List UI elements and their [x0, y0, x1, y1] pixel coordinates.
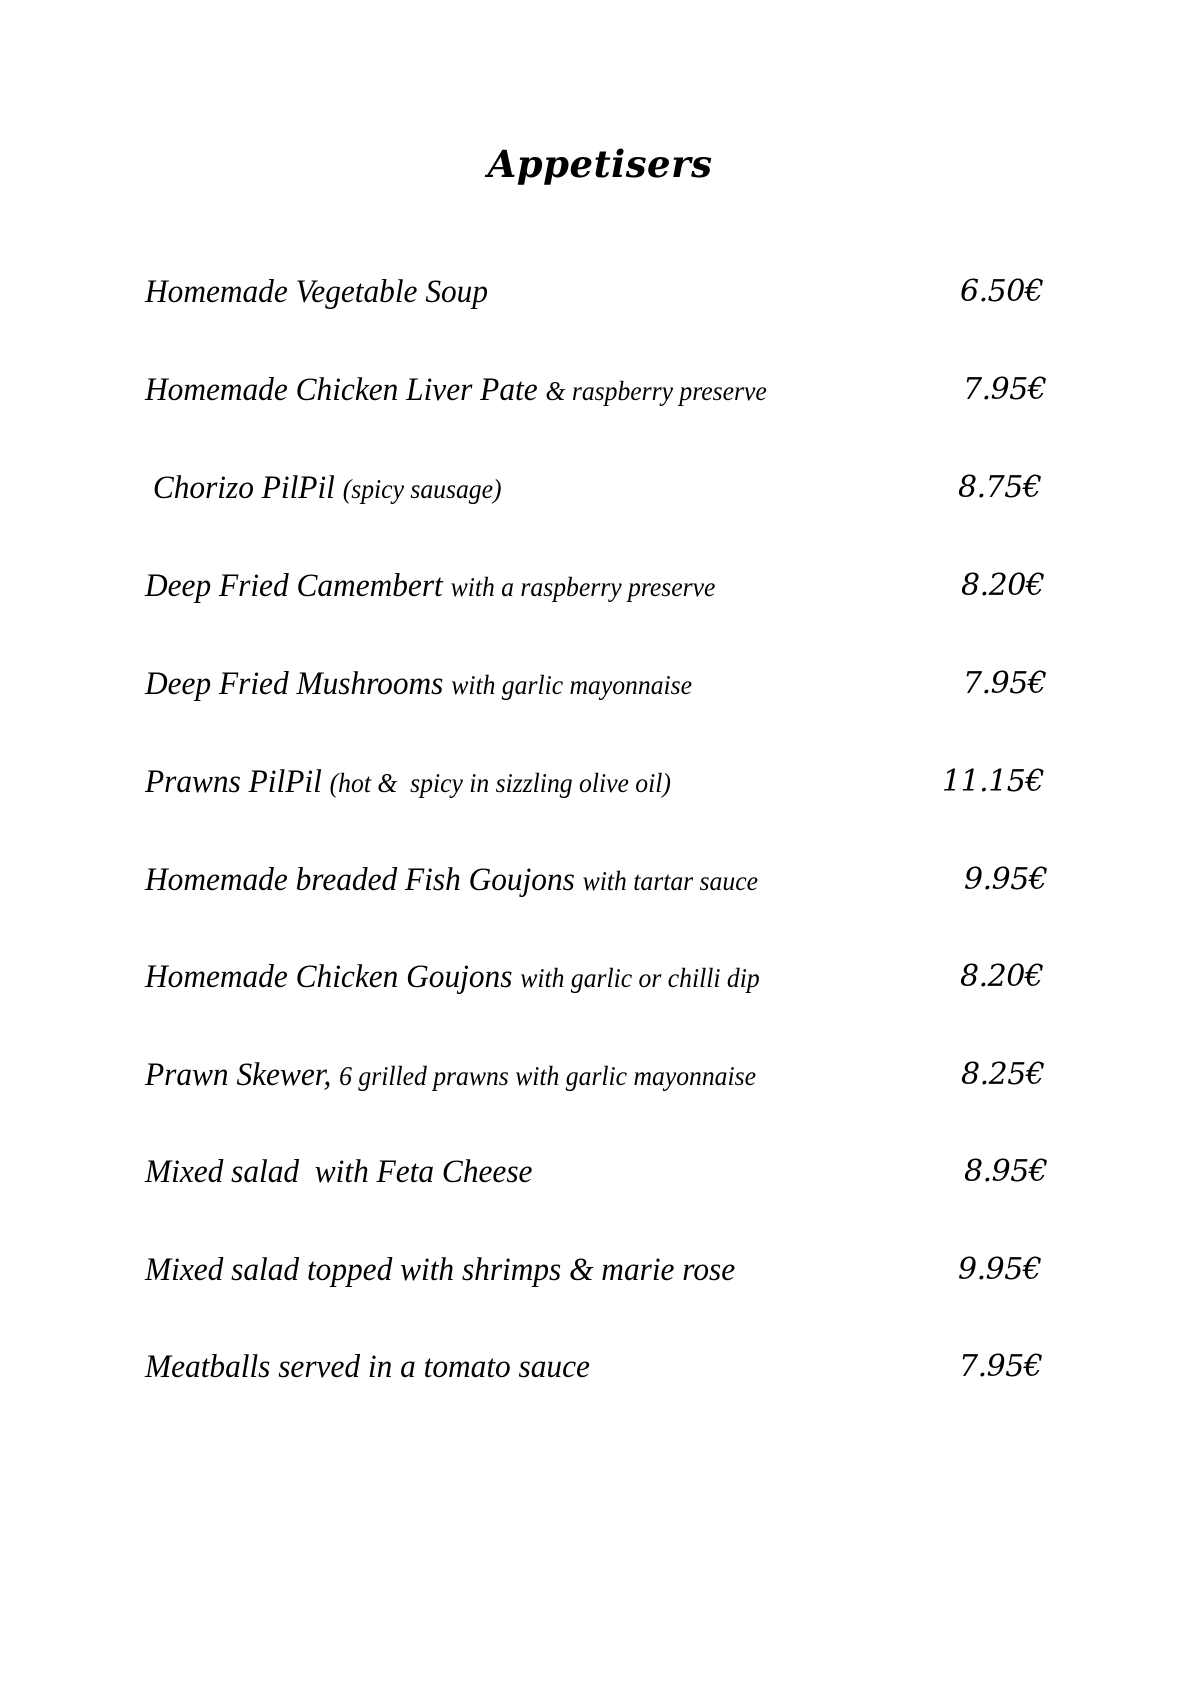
menu-item-description: with tartar sauce [582, 866, 758, 896]
menu-item-name: Homemade Chicken Goujons [145, 959, 521, 995]
menu-item-price: 9.95€ [964, 862, 1048, 897]
menu-item-name: Homemade Chicken Liver Pate [145, 372, 546, 408]
menu-item-price: 8.25€ [961, 1057, 1045, 1092]
menu-item-price: 8.75€ [958, 470, 1042, 505]
menu-item-price: 6.50€ [960, 274, 1044, 309]
menu-item-price: 7.95€ [963, 372, 1047, 407]
menu-item [0, 1345, 1190, 1389]
menu-item-name: Prawns PilPil [145, 764, 330, 800]
menu-item-name: Mixed salad with Feta Cheese [145, 1154, 533, 1190]
menu-item-name: Homemade Vegetable Soup [145, 274, 489, 310]
menu-item [0, 1248, 1190, 1292]
menu-item-price: 7.95€ [959, 1349, 1043, 1384]
menu-item-text [145, 368, 767, 413]
menu-item-price: 8.20€ [961, 568, 1045, 603]
menu-item-description: with a raspberry preserve [450, 572, 716, 602]
menu-item-text [145, 858, 758, 903]
menu-item-description: & raspberry preserve [545, 376, 767, 406]
menu-item-name: Chorizo PilPil [145, 470, 343, 506]
menu-item-text [145, 270, 488, 315]
menu-item-text [145, 955, 760, 1000]
menu-item-text [145, 1053, 756, 1098]
menu-item [0, 662, 1190, 706]
menu-item-name: Deep Fried Mushrooms [145, 666, 452, 702]
menu-item-name: Deep Fried Camembert [145, 568, 451, 604]
page-title: Appetisers [487, 142, 713, 186]
menu-item [0, 466, 1190, 510]
menu-item-price: 9.95€ [958, 1252, 1042, 1287]
menu-item-text [145, 662, 692, 707]
menu-item-price: 7.95€ [963, 666, 1047, 701]
menu-item-price: 8.95€ [964, 1154, 1048, 1189]
menu-item-text [145, 466, 502, 511]
menu-item [0, 564, 1190, 608]
menu-item-description: with garlic or chilli dip [520, 963, 760, 993]
menu-item-text [145, 1345, 590, 1390]
menu-item [0, 955, 1190, 999]
menu-item-description: 6 grilled prawns with garlic mayonnaise [339, 1061, 756, 1091]
menu-item-text [145, 1150, 532, 1195]
menu-item-name: Mixed salad topped with shrimps & marie rose [145, 1252, 736, 1288]
menu-item [0, 1053, 1190, 1097]
menu-item [0, 858, 1190, 902]
menu-item-description: (spicy sausage) [342, 474, 502, 504]
menu-item-description: with garlic mayonnaise [451, 670, 693, 700]
menu-item-name: Prawn Skewer, [145, 1057, 340, 1093]
menu-item [0, 1150, 1190, 1194]
menu-item-price: 8.20€ [960, 959, 1044, 994]
menu-item-text [145, 564, 715, 609]
menu-item-name: Homemade breaded Fish Goujons [145, 862, 583, 898]
menu-item [0, 270, 1190, 314]
menu-item-price: 11.15€ [942, 764, 1044, 799]
menu-item [0, 368, 1190, 412]
menu-item [0, 760, 1190, 804]
menu-item-description: (hot & spicy in sizzling olive oil) [329, 768, 671, 798]
menu-item-text [145, 760, 671, 805]
menu-item-name: Meatballs served in a tomato sauce [145, 1349, 590, 1385]
menu-item-text [145, 1248, 735, 1293]
